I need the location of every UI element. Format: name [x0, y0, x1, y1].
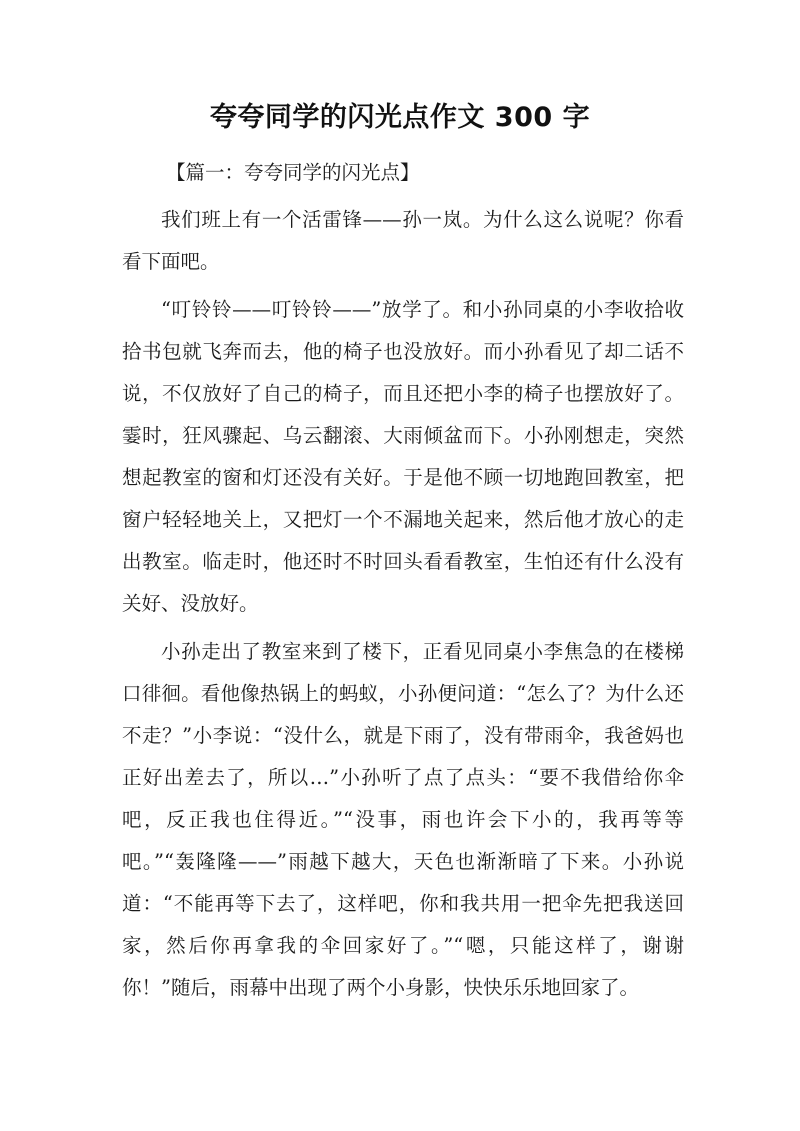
paragraph-classroom: “叮铃铃——叮铃铃——”放学了。和小孙同桌的小李收拾收拾书包就飞奔而去，他的椅子也没放好。而小孙看见了却二话不说，不仅放好了自己的椅子，而且还把小李的椅子也摆放好了。霎时，狂风骤起、乌云翻滚、大雨倾盆而下。小孙刚想走，突然想起教室的窗和灯还没有关好。于是他不顾一切地跑回教室，把窗户轻轻地关上，又把灯一个不漏地关起来，然后他才放心的走出教室。临走时，他还时不时回头看看教室，生怕还有什么没有关好、没放好。 — [122, 298, 684, 615]
section-heading: 【篇一：夸夸同学的闪光点】 — [166, 161, 420, 184]
paragraph-umbrella: 小孙走出了教室来到了楼下，正看见同桌小李焦急的在楼梯口徘徊。看他像热锅上的蚂蚁，小孙便问道：“怎么了？为什么还不走？”小李说：“没什么，就是下雨了，没有带雨伞，我爸妈也正好出差去了，所以…”小孙听了点了点头：“要不我借给你伞吧，反正我也住得近。”“没事，雨也许会下小的，我再等等吧。”“轰隆隆——”雨越下越大，天色也渐渐暗了下来。小孙说道：“不能再等下去了，这样吧，你和我共用一把伞先把我送回家，然后你再拿我的伞回家好了。”“嗯，只能这样了，谢谢你！”随后，雨幕中出现了两个小身影，快快乐乐地回家了。 — [122, 640, 684, 999]
document-title: 夸夸同学的闪光点作文 300 字 — [209, 102, 591, 133]
paragraph-intro: 我们班上有一个活雷锋——孙一岚。为什么这么说呢？你看看下面吧。 — [122, 208, 684, 273]
document-body — [122, 152, 684, 1015]
